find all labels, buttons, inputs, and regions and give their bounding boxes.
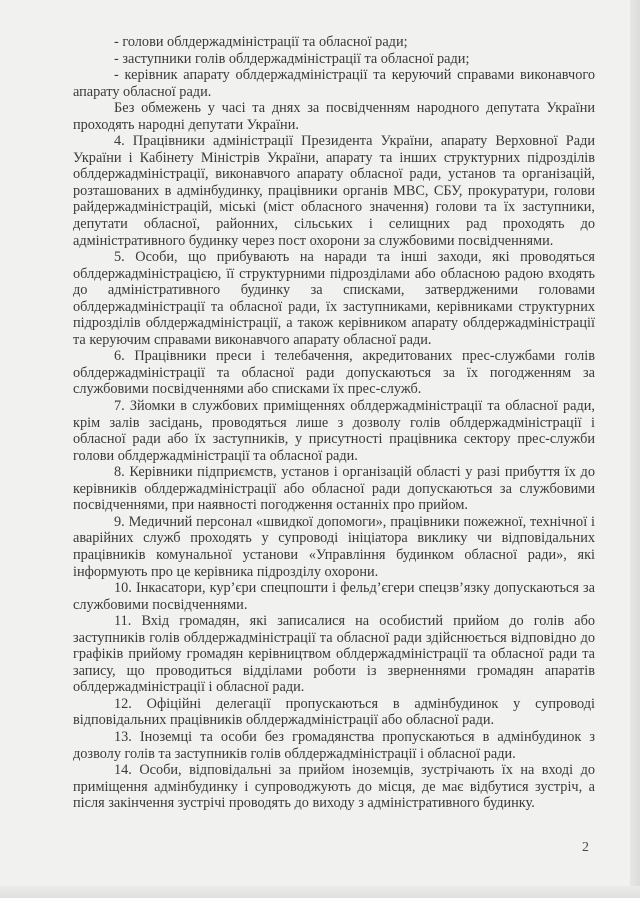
document-body bbox=[73, 34, 595, 812]
paragraph-8: 8. Керівники підприємств, установ і організацій області у разі прибуття їх до керівників облдержадміністрації або обласної ради допускаються за службовими посвідченнями, при наявності погодження останніх про прийом. bbox=[73, 464, 595, 514]
paragraph-11: 11. Вхід громадян, які записалися на особистий прийом до голів або заступників голів облдержадміністрації та обласної ради здійснюється відповідно до графіків прийому громадян керівництвом облдержадміністрації та обласної ради та запису, що проводиться відділами роботи із зверненнями громадян апаратів облдержадміністрації і обласної ради. bbox=[73, 613, 595, 696]
paragraph-mps: Без обмежень у часі та днях за посвідченням народного депутата України проходять народні депутати України. bbox=[73, 100, 595, 133]
list-item-deputies: - заступники голів облдержадміністрації та обласної ради; bbox=[114, 50, 470, 67]
paragraph-9: 9. Медичний персонал «швидкої допомоги», працівники пожежної, технічної і аварійних служб проходять у супроводі ініціатора виклику чи відповідальних працівників комунальної установи «Управління будинком обласної ради», які інформують про це керівника підрозділу охорони. bbox=[73, 513, 595, 580]
paragraph-5: 5. Особи, що прибувають на наради та інші заходи, які проводяться облдержадміністрацією, її структурними підрозділами або обласною радою входять до адміністративного будинку за списками, затвердженими головами облдержадміністрації та обласної ради, їх заступниками, керівниками структурних підрозділів облдержадміністрації, а також керівником апарату облдержадміністрації та керуючим справами виконавчого апарату обласної ради. bbox=[73, 249, 595, 348]
paragraph-14: 14. Особи, відповідальні за прийом іноземців, зустрічають їх на вході до приміщення адмінбудинку і супроводжують до місця, де має відбутися зустріч, а після закінчення зустрічі проводять до виходу з адміністративного будинку. bbox=[73, 762, 595, 812]
page-number: 2 bbox=[582, 840, 589, 855]
paragraph-4: 4. Працівники адміністрації Президента України, апарату Верховної Ради України і Кабінету Міністрів України, апарату та інших структурних підрозділів облдержадміністрації, виконавчого апарату обласної ради, установ та організацій, розташованих в адмінбудинку, працівники органів МВС, СБУ, прокуратури, голови райдержадміністрацій, міські (міст обласного значення) голови та їх заступники, депутати обласної, районних, сільських і селищних рад проходять до адміністративного будинку через пост охорони за службовими посвідченнями. bbox=[73, 133, 595, 249]
paragraph-13: 13. Іноземці та особи без громадянства пропускаються в адмінбудинок з дозволу голів та заступників голів облдержадміністрації і обласної ради. bbox=[73, 728, 595, 762]
page-edge-shadow bbox=[630, 0, 640, 898]
list-item-apparatus-head: - керівник апарату облдержадміністрації та керуючий справами виконавчого апарату обласної ради. bbox=[73, 67, 595, 100]
paragraph-12: 12. Офіційні делегації пропускаються в адмінбудинок у супроводі відповідальних працівників облдержадміністрації або обласної ради. bbox=[73, 695, 595, 729]
list-item-heads: - голови облдержадміністрації та обласної ради; bbox=[114, 34, 408, 50]
page-bottom-shadow bbox=[0, 886, 640, 898]
paragraph-7: 7. Зйомки в службових приміщеннях облдержадміністрації та обласної ради, крім залів засідань, проводяться лише з дозволу голів облдержадміністрації і обласної ради або їх заступників, у присутності працівника сектору прес-служби голови облдержадміністрації та обласної ради. bbox=[73, 398, 595, 464]
paragraph-6: 6. Працівники преси і телебачення, акредитованих прес-службами голів облдержадміністрації та обласної ради допускаються за їх погодженням за службовими посвідченнями або списками їх прес-служб. bbox=[73, 348, 595, 398]
paragraph-10: 10. Інкасатори, кур’єри спецпошти і фельд’єгери спецзв’язку допускаються за службовими посвідченнями. bbox=[73, 580, 595, 613]
